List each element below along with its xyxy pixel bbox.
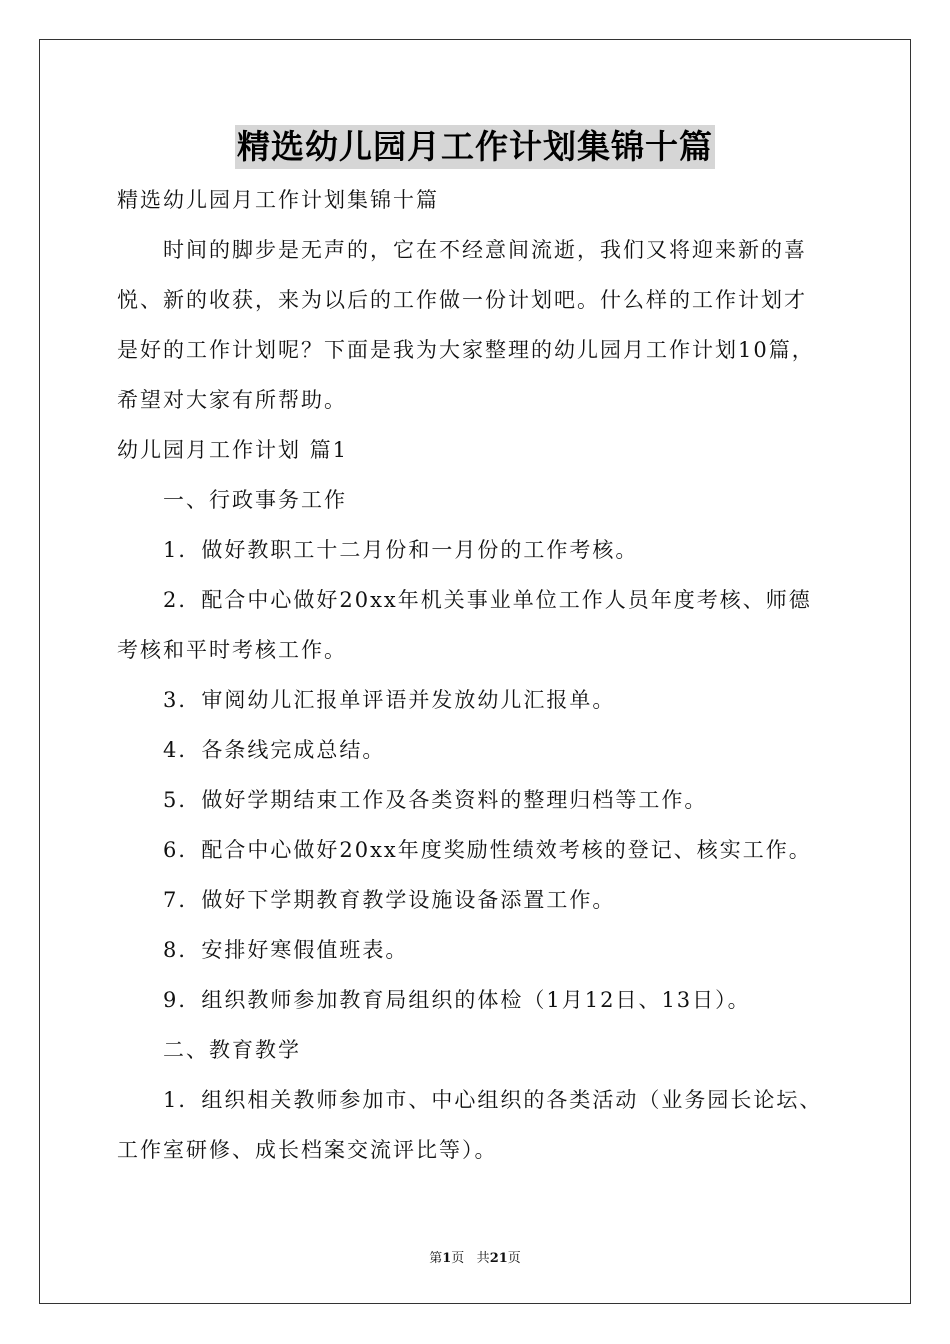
document-title: 精选幼儿园月工作计划集锦十篇 [235, 125, 715, 169]
text-line: 悦、新的收获，来为以后的工作做一份计划吧。什么样的工作计划才 [117, 288, 807, 312]
subsection-heading: 一、行政事务工作 [163, 488, 347, 512]
page-footer [0, 1247, 950, 1266]
list-item: 9．组织教师参加教育局组织的体检（1月12日、13日）。 [163, 988, 751, 1012]
total-prefix: 共 [476, 1251, 490, 1266]
list-item: 5．做好学期结束工作及各类资料的整理归档等工作。 [163, 788, 708, 812]
section-heading: 幼儿园月工作计划 篇1 [117, 438, 349, 462]
list-item: 7．做好下学期教育教学设施设备添置工作。 [163, 888, 616, 912]
subtitle-line: 精选幼儿园月工作计划集锦十篇 [117, 188, 439, 212]
subsection-heading: 二、教育教学 [163, 1038, 301, 1062]
list-item-continuation: 考核和平时考核工作。 [117, 638, 347, 662]
list-item: 4．各条线完成总结。 [163, 738, 386, 762]
list-item-continuation: 工作室研修、成长档案交流评比等）。 [117, 1138, 498, 1162]
text-line: 时间的脚步是无声的，它在不经意间流逝，我们又将迎来新的喜 [163, 238, 807, 262]
text-line: 是好的工作计划呢？下面是我为大家整理的幼儿园月工作计划10篇， [117, 338, 815, 362]
page-prefix: 第 [429, 1251, 443, 1266]
list-item: 8．安排好寒假值班表。 [163, 938, 409, 962]
text-line: 希望对大家有所帮助。 [117, 388, 347, 412]
total-pages: 21 [489, 1251, 508, 1266]
page-suffix: 页 [451, 1251, 465, 1266]
list-item: 2．配合中心做好20xx年机关事业单位工作人员年度考核、师德 [163, 588, 812, 612]
list-item: 1．组织相关教师参加市、中心组织的各类活动（业务园长论坛、 [163, 1088, 823, 1112]
list-item: 3．审阅幼儿汇报单评语并发放幼儿汇报单。 [163, 688, 616, 712]
list-item: 6．配合中心做好20xx年度奖励性绩效考核的登记、核实工作。 [163, 838, 812, 862]
list-item: 1．做好教职工十二月份和一月份的工作考核。 [163, 538, 639, 562]
total-suffix: 页 [507, 1251, 521, 1266]
page-number: 1 [442, 1251, 452, 1266]
title-container [0, 125, 950, 169]
